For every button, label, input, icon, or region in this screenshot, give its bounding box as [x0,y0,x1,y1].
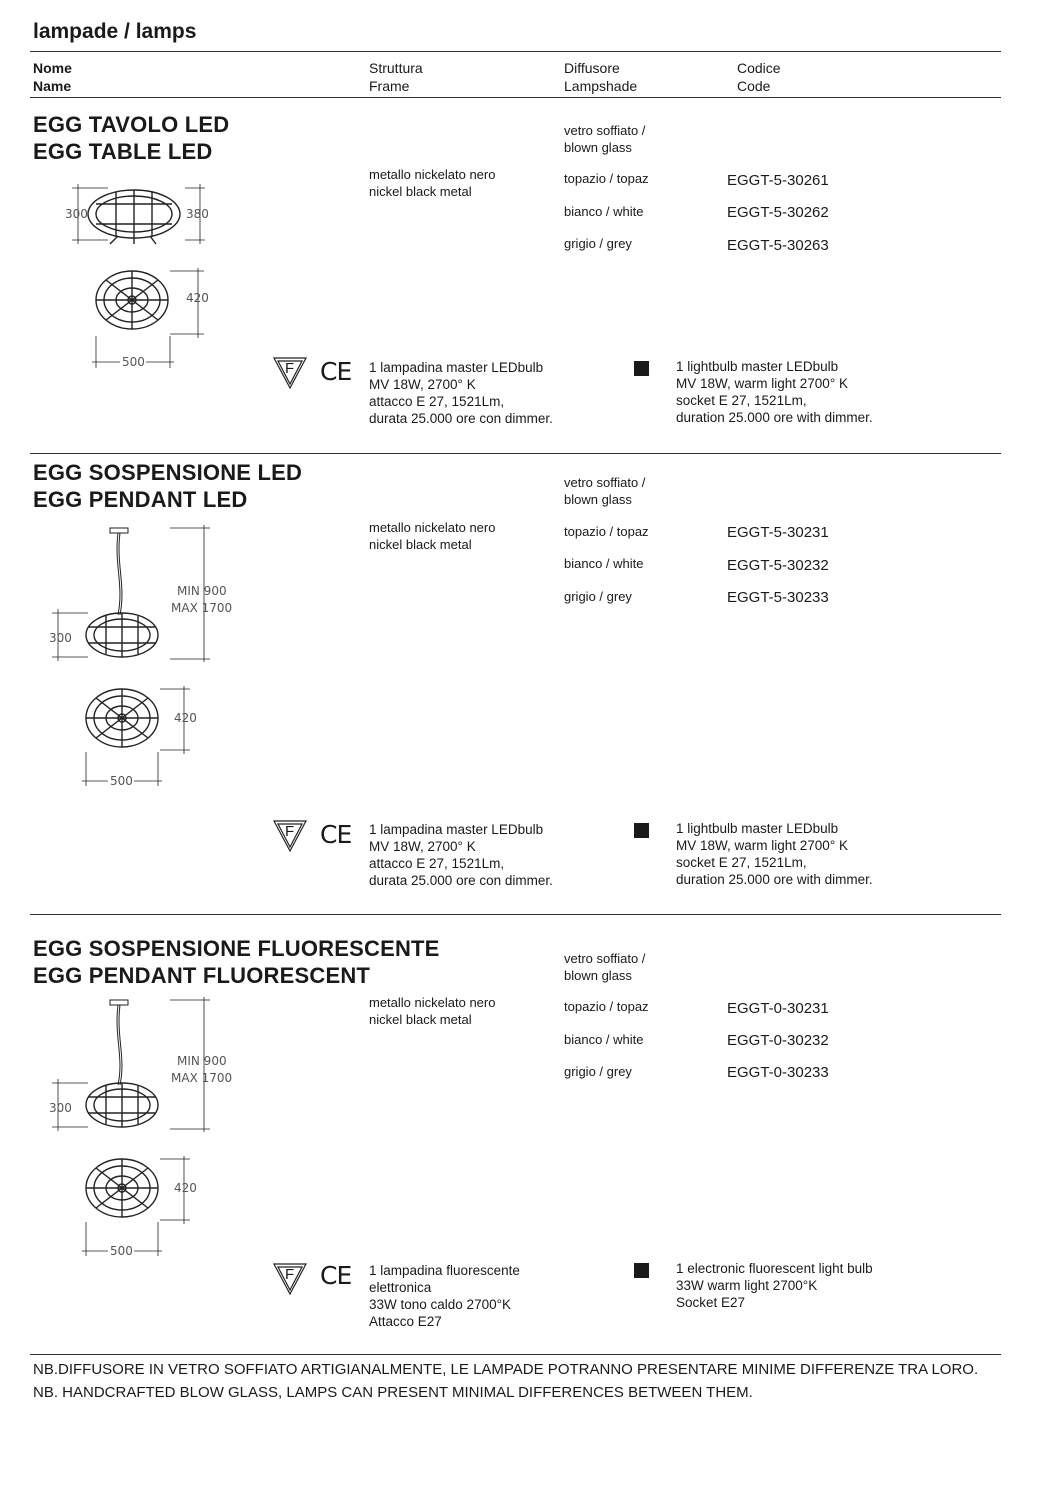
shade-material [564,475,645,508]
footer-note-it: NB.DIFFUSORE IN VETRO SOFFIATO ARTIGIANALMENTE, LE LAMPADE POTRANNO PRESENTARE MINIME DIFFERENZE TRA LORO. [33,1361,979,1378]
product-title-en: EGG PENDANT LED [33,487,248,512]
spec-line: 33W warm light 2700°K [676,1278,818,1293]
variant-code: EGGT-5-30262 [727,204,829,221]
spec-line: MV 18W, warm light 2700° K [676,838,848,853]
col-code-it: Codice [737,60,781,76]
shade-material [564,123,645,156]
spec-line: 1 lampadina fluorescente [369,1263,520,1278]
product-title [33,935,440,989]
dim-side: 420 [174,1181,197,1195]
dim-min: MIN 900 [177,1054,227,1068]
variant-color: topazio / topaz [564,999,649,1014]
shade-en: blown glass [564,491,632,507]
shade-material [564,951,645,984]
shade-it: vetro soffiato / [564,475,646,490]
spec-line: 33W tono caldo 2700°K [369,1297,511,1312]
spec-line: 1 lampadina master LEDbulb [369,822,544,837]
col-name-en: Name [33,78,72,94]
spec-line: Attacco E27 [369,1314,442,1329]
ce-mark-icon: CE [320,820,352,849]
f-mark-letter: F [285,360,295,377]
variant-color: bianco / white [564,556,644,571]
product-title-it: EGG SOSPENSIONE LED [33,460,303,485]
spec-line: MV 18W, warm light 2700° K [676,376,848,391]
frame-material [369,995,495,1028]
product-title [33,111,229,165]
spec-line: duration 25.000 ore with dimmer. [676,872,873,887]
spec-line: socket E 27, 1521Lm, [676,393,807,408]
dim-height: 300 [65,207,88,221]
spec-line: durata 25.000 ore con dimmer. [369,873,553,888]
dim-side: 420 [186,291,209,305]
product-title-en: EGG TABLE LED [33,139,213,164]
divider [30,51,1001,52]
variant-code: EGGT-5-30263 [727,237,829,254]
spec-line: socket E 27, 1521Lm, [676,855,807,870]
dim-max: MAX 1700 [171,601,233,615]
divider [30,914,1001,915]
f-mark-letter: F [285,823,295,840]
col-shade-header [564,59,637,95]
col-name-it: Nome [33,60,72,76]
pendant-top-drawing [80,1156,200,1266]
table-lamp-top-drawing [90,266,220,376]
frame-material [369,167,495,200]
variant-color: grigio / grey [564,1064,632,1079]
dim-depth: 380 [186,207,209,221]
variant-code: EGGT-5-30232 [727,557,829,574]
spec-line: 1 lightbulb master LEDbulb [676,359,839,374]
frame-it: metallo nickelato nero [369,520,496,535]
dim-width: 500 [110,1244,133,1258]
dim-width: 500 [122,355,145,369]
variant-color: bianco / white [564,204,644,219]
spec-line: attacco E 27, 1521Lm, [369,394,505,409]
divider [30,97,1001,98]
dim-side: 420 [174,711,197,725]
spec-line: 1 lampadina master LEDbulb [369,360,544,375]
variant-color: bianco / white [564,1032,644,1047]
variant-code: EGGT-0-30232 [727,1032,829,1049]
shade-en: blown glass [564,967,632,983]
spec-en [676,358,873,426]
spec-line: attacco E 27, 1521Lm, [369,856,505,871]
spec-line: Socket E27 [676,1295,746,1310]
product-title-en: EGG PENDANT FLUORESCENT [33,963,371,988]
variant-code: EGGT-5-30261 [727,172,829,189]
pendant-top-drawing [80,686,200,796]
spec-it [369,821,553,889]
dim-height: 300 [49,1101,72,1115]
frame-it: metallo nickelato nero [369,995,496,1010]
col-frame-header [369,59,423,95]
spec-it [369,359,553,427]
variant-code: EGGT-5-30233 [727,589,829,606]
col-shade-it: Diffusore [564,60,620,76]
bulb-square-icon [634,1263,649,1278]
spec-it [369,1262,520,1330]
frame-en: nickel black metal [369,536,472,552]
shade-it: vetro soffiato / [564,951,646,966]
bulb-square-icon [634,361,649,376]
col-name-header [33,59,72,95]
ce-mark-icon: CE [320,357,352,386]
dim-max: MAX 1700 [171,1071,233,1085]
product-title-it: EGG TAVOLO LED [33,112,230,137]
variant-color: grigio / grey [564,589,632,604]
frame-it: metallo nickelato nero [369,167,496,182]
spec-line: duration 25.000 ore with dimmer. [676,410,873,425]
product-title-it: EGG SOSPENSIONE FLUORESCENTE [33,936,440,961]
frame-material [369,520,495,553]
col-frame-it: Struttura [369,60,423,76]
spec-line: MV 18W, 2700° K [369,839,476,854]
spec-en [676,820,873,888]
variant-color: topazio / topaz [564,524,649,539]
variant-code: EGGT-0-30233 [727,1064,829,1081]
divider [30,453,1001,454]
variant-code: EGGT-0-30231 [727,1000,829,1017]
f-mark-letter: F [285,1266,295,1283]
spec-en [676,1260,873,1311]
variant-color: grigio / grey [564,236,632,251]
footer-note [33,1358,978,1404]
shade-en: blown glass [564,139,632,155]
bulb-square-icon [634,823,649,838]
frame-en: nickel black metal [369,1011,472,1027]
shade-it: vetro soffiato / [564,123,646,138]
page-title: lampade / lamps [33,20,197,43]
product-title [33,459,302,513]
variant-color: topazio / topaz [564,171,649,186]
divider [30,1354,1001,1355]
frame-en: nickel black metal [369,183,472,199]
spec-line: 1 lightbulb master LEDbulb [676,821,839,836]
variant-code: EGGT-5-30231 [727,524,829,541]
col-shade-en: Lampshade [564,78,638,94]
col-code-header [737,59,781,95]
spec-line: 1 electronic fluorescent light bulb [676,1261,873,1276]
ce-mark-icon: CE [320,1261,352,1290]
col-code-en: Code [737,78,771,94]
col-frame-en: Frame [369,78,410,94]
spec-line: elettronica [369,1280,432,1295]
footer-note-en: NB. HANDCRAFTED BLOW GLASS, LAMPS CAN PRESENT MINIMAL DIFFERENCES BETWEEN THEM. [33,1384,753,1401]
dim-height: 300 [49,631,72,645]
spec-line: durata 25.000 ore con dimmer. [369,411,553,426]
dim-width: 500 [110,774,133,788]
dim-min: MIN 900 [177,584,227,598]
spec-line: MV 18W, 2700° K [369,377,476,392]
